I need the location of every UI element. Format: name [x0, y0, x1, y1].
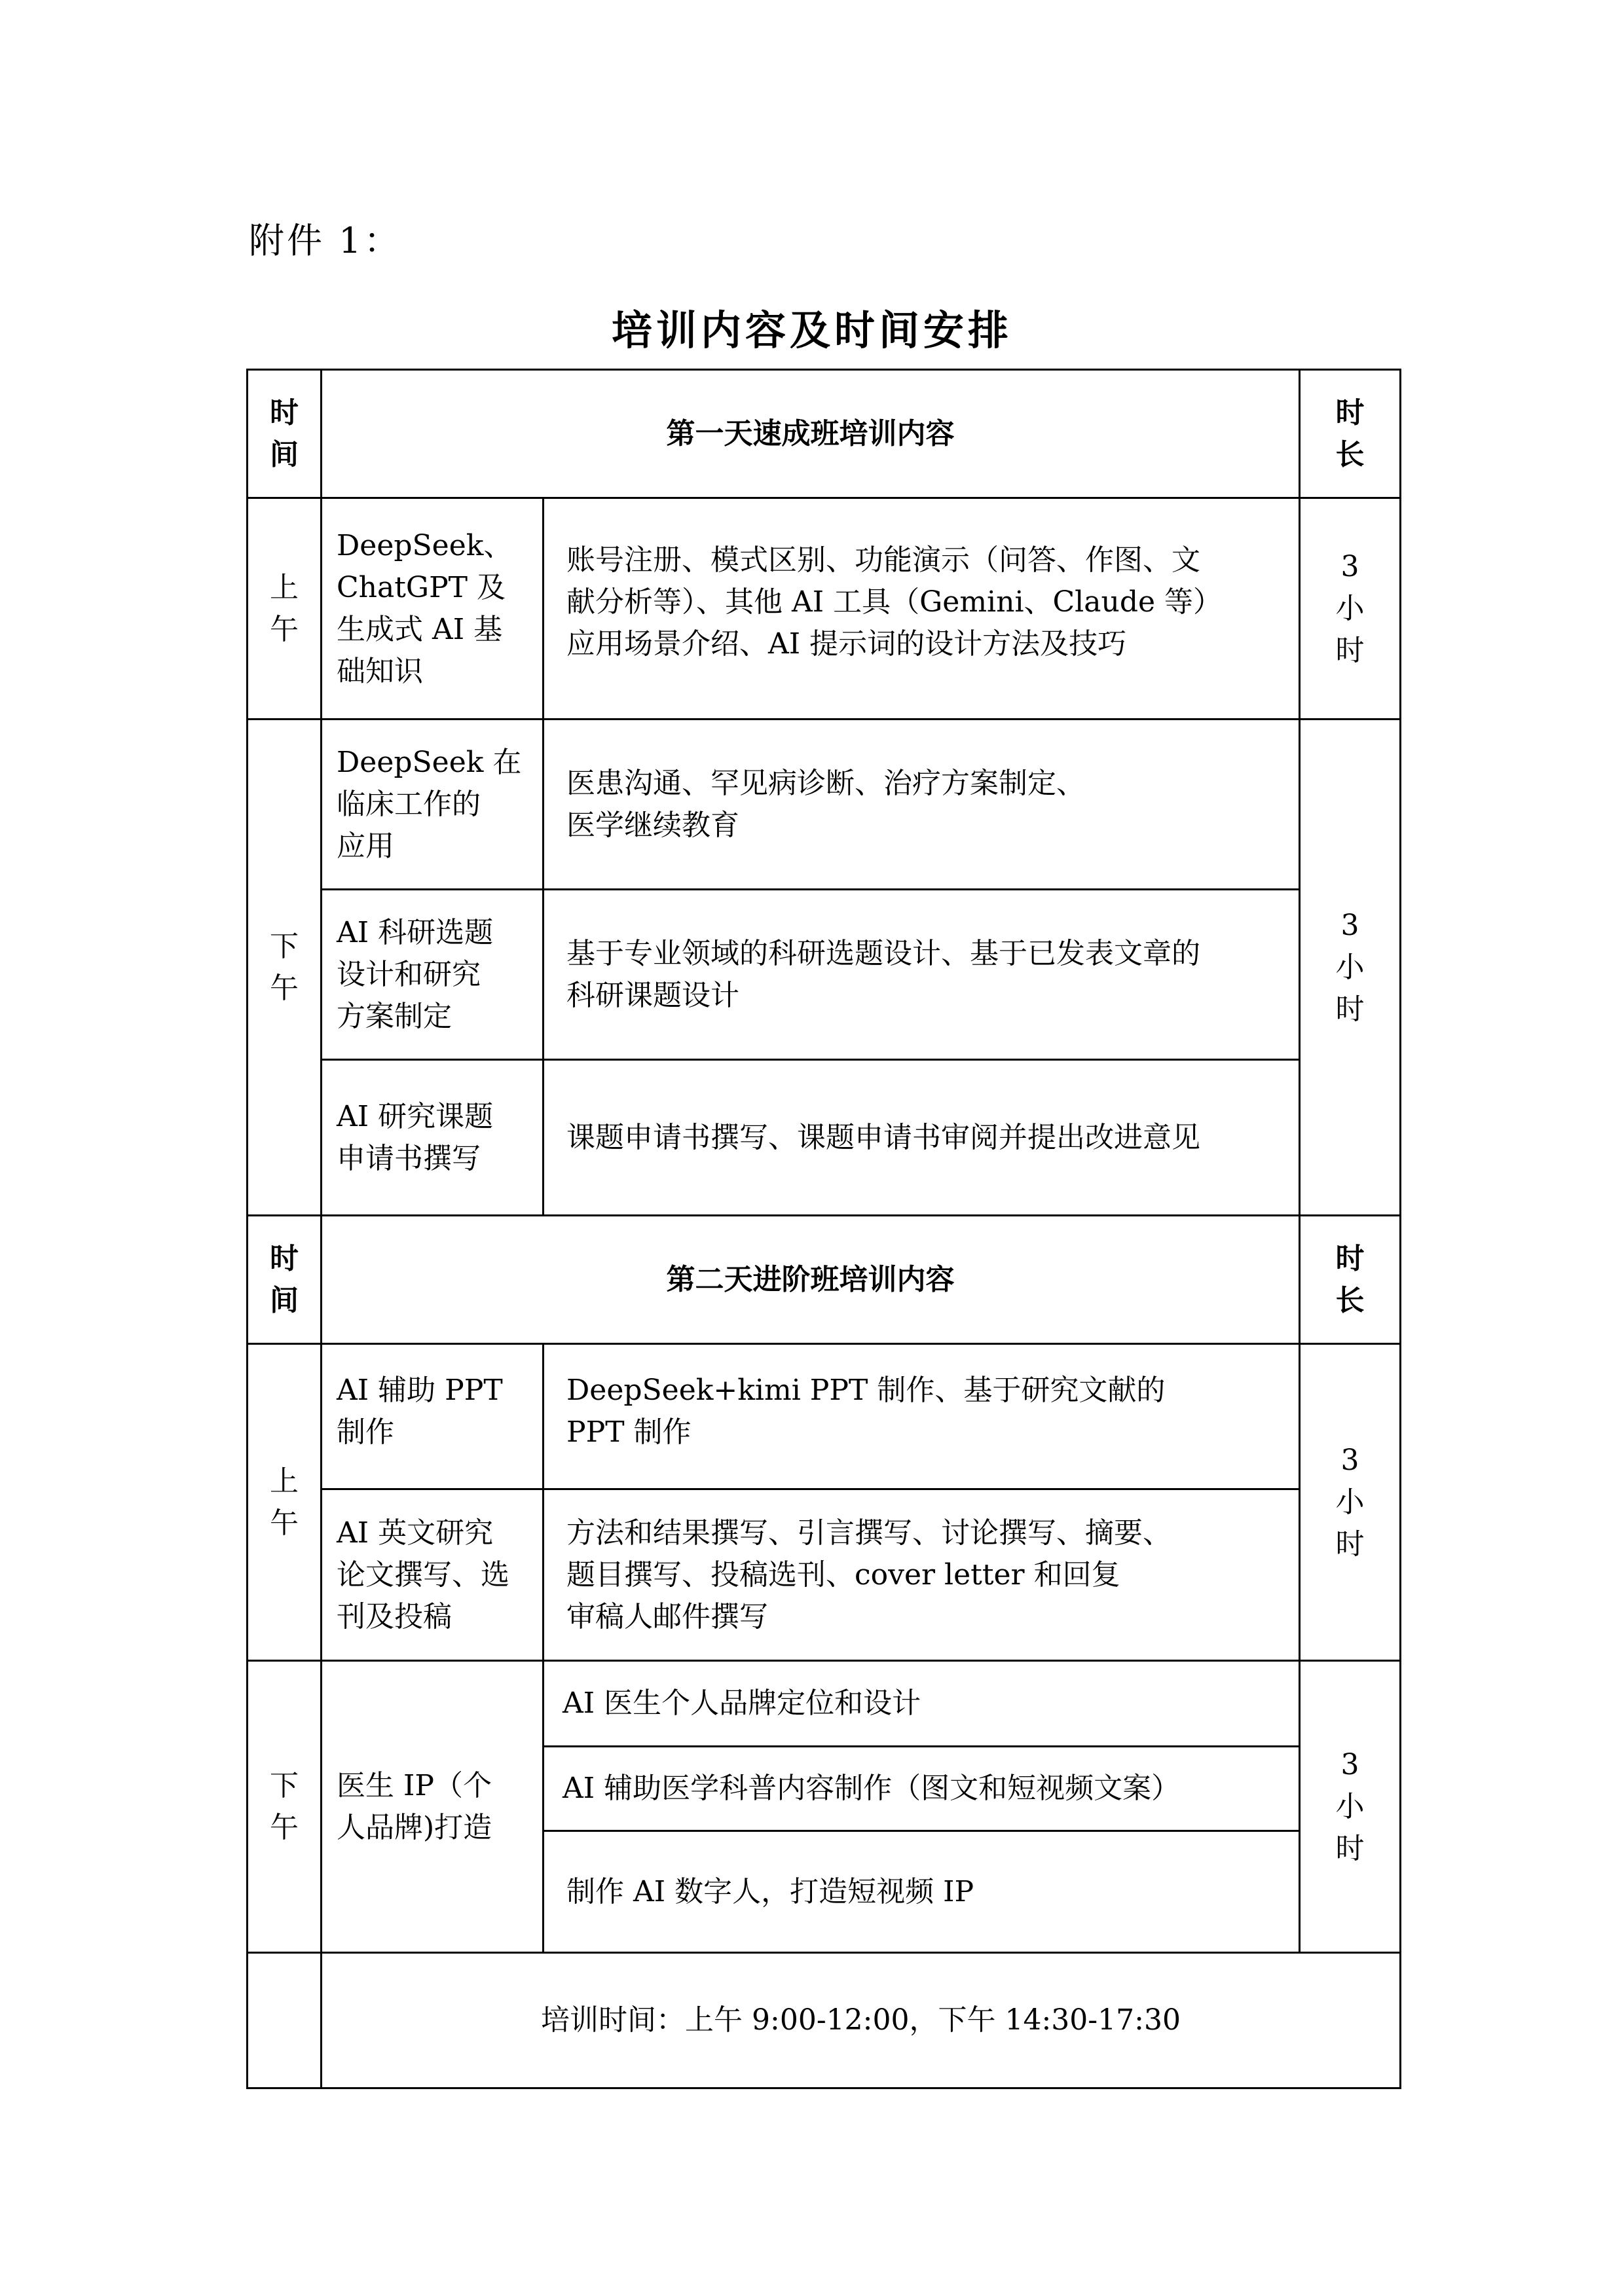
training-schedule-note: 培训时间：上午 9:00-12:00，下午 14:30-17:30 — [541, 2003, 1181, 2037]
day1-afternoon-duration: 3 小 时 — [1335, 908, 1365, 1026]
schedule-table — [246, 369, 1401, 2089]
day2-duration-header: 时 长 — [1335, 1241, 1365, 1317]
day1-afternoon-topic-research: AI 科研选题 设计和研究 方案制定 — [337, 915, 494, 1033]
day1-afternoon-period: 下 午 — [270, 929, 299, 1005]
page-title: 培训内容及时间安排 — [611, 306, 1012, 354]
day1-afternoon-detail-proposal: 课题申请书撰写、课题申请书审阅并提出改进意见 — [566, 1120, 1200, 1154]
day2-morning-detail-ppt: DeepSeek+kimi PPT 制作、基于研究文献的 PPT 制作 — [566, 1374, 1166, 1449]
day1-afternoon-detail-clinical: 医患沟通、罕见病诊断、治疗方案制定、 医学继续教育 — [566, 766, 1085, 842]
day2-afternoon-detail-avatar: 制作 AI 数字人，打造短视频 IP — [566, 1874, 974, 1908]
day2-morning-topic-paper: AI 英文研究 论文撰写、选 刊及投稿 — [337, 1516, 509, 1633]
day2-morning-topic-ppt: AI 辅助 PPT 制作 — [337, 1374, 503, 1449]
day1-morning-detail: 账号注册、模式区别、功能演示（问答、作图、文 献分析等）、其他 AI 工具（Gemini、Claude 等） 应用场景介绍、AI 提示词的设计方法及技巧 — [566, 543, 1223, 661]
day2-morning-detail-paper: 方法和结果撰写、引言撰写、讨论撰写、摘要、 题目撰写、投稿选刊、cover letter 和回复 审稿人邮件撰写 — [566, 1516, 1172, 1633]
day1-afternoon-topic-clinical: DeepSeek 在 临床工作的 应用 — [337, 745, 522, 863]
day2-afternoon-duration: 3 小 时 — [1335, 1747, 1365, 1865]
day2-afternoon-detail-content: AI 辅助医学科普内容制作（图文和短视频文案） — [563, 1772, 1181, 1805]
day1-afternoon-detail-research: 基于专业领域的科研选题设计、基于已发表文章的 科研课题设计 — [566, 936, 1200, 1012]
day2-morning-duration: 3 小 时 — [1335, 1443, 1365, 1561]
day1-time-header: 时 间 — [270, 395, 299, 471]
day1-morning-duration: 3 小 时 — [1335, 549, 1365, 667]
day2-morning-period: 上 午 — [270, 1464, 299, 1540]
day1-duration-header: 时 长 — [1335, 395, 1365, 471]
day2-time-header: 时 间 — [270, 1241, 299, 1317]
day1-content-header: 第一天速成班培训内容 — [666, 416, 955, 450]
day1-afternoon-topic-proposal: AI 研究课题 申请书撰写 — [337, 1099, 494, 1175]
day1-morning-period: 上 午 — [270, 570, 299, 646]
day2-afternoon-period: 下 午 — [270, 1768, 299, 1844]
day2-content-header: 第二天进阶班培训内容 — [666, 1262, 955, 1296]
day2-afternoon-topic: 医生 IP（个 人品牌)打造 — [337, 1768, 492, 1844]
day1-morning-topic: DeepSeek、 ChatGPT 及 生成式 AI 基 础知识 — [337, 528, 513, 688]
attachment-label: 附件 1： — [249, 220, 402, 261]
day2-afternoon-detail-brand: AI 医生个人品牌定位和设计 — [563, 1686, 921, 1720]
